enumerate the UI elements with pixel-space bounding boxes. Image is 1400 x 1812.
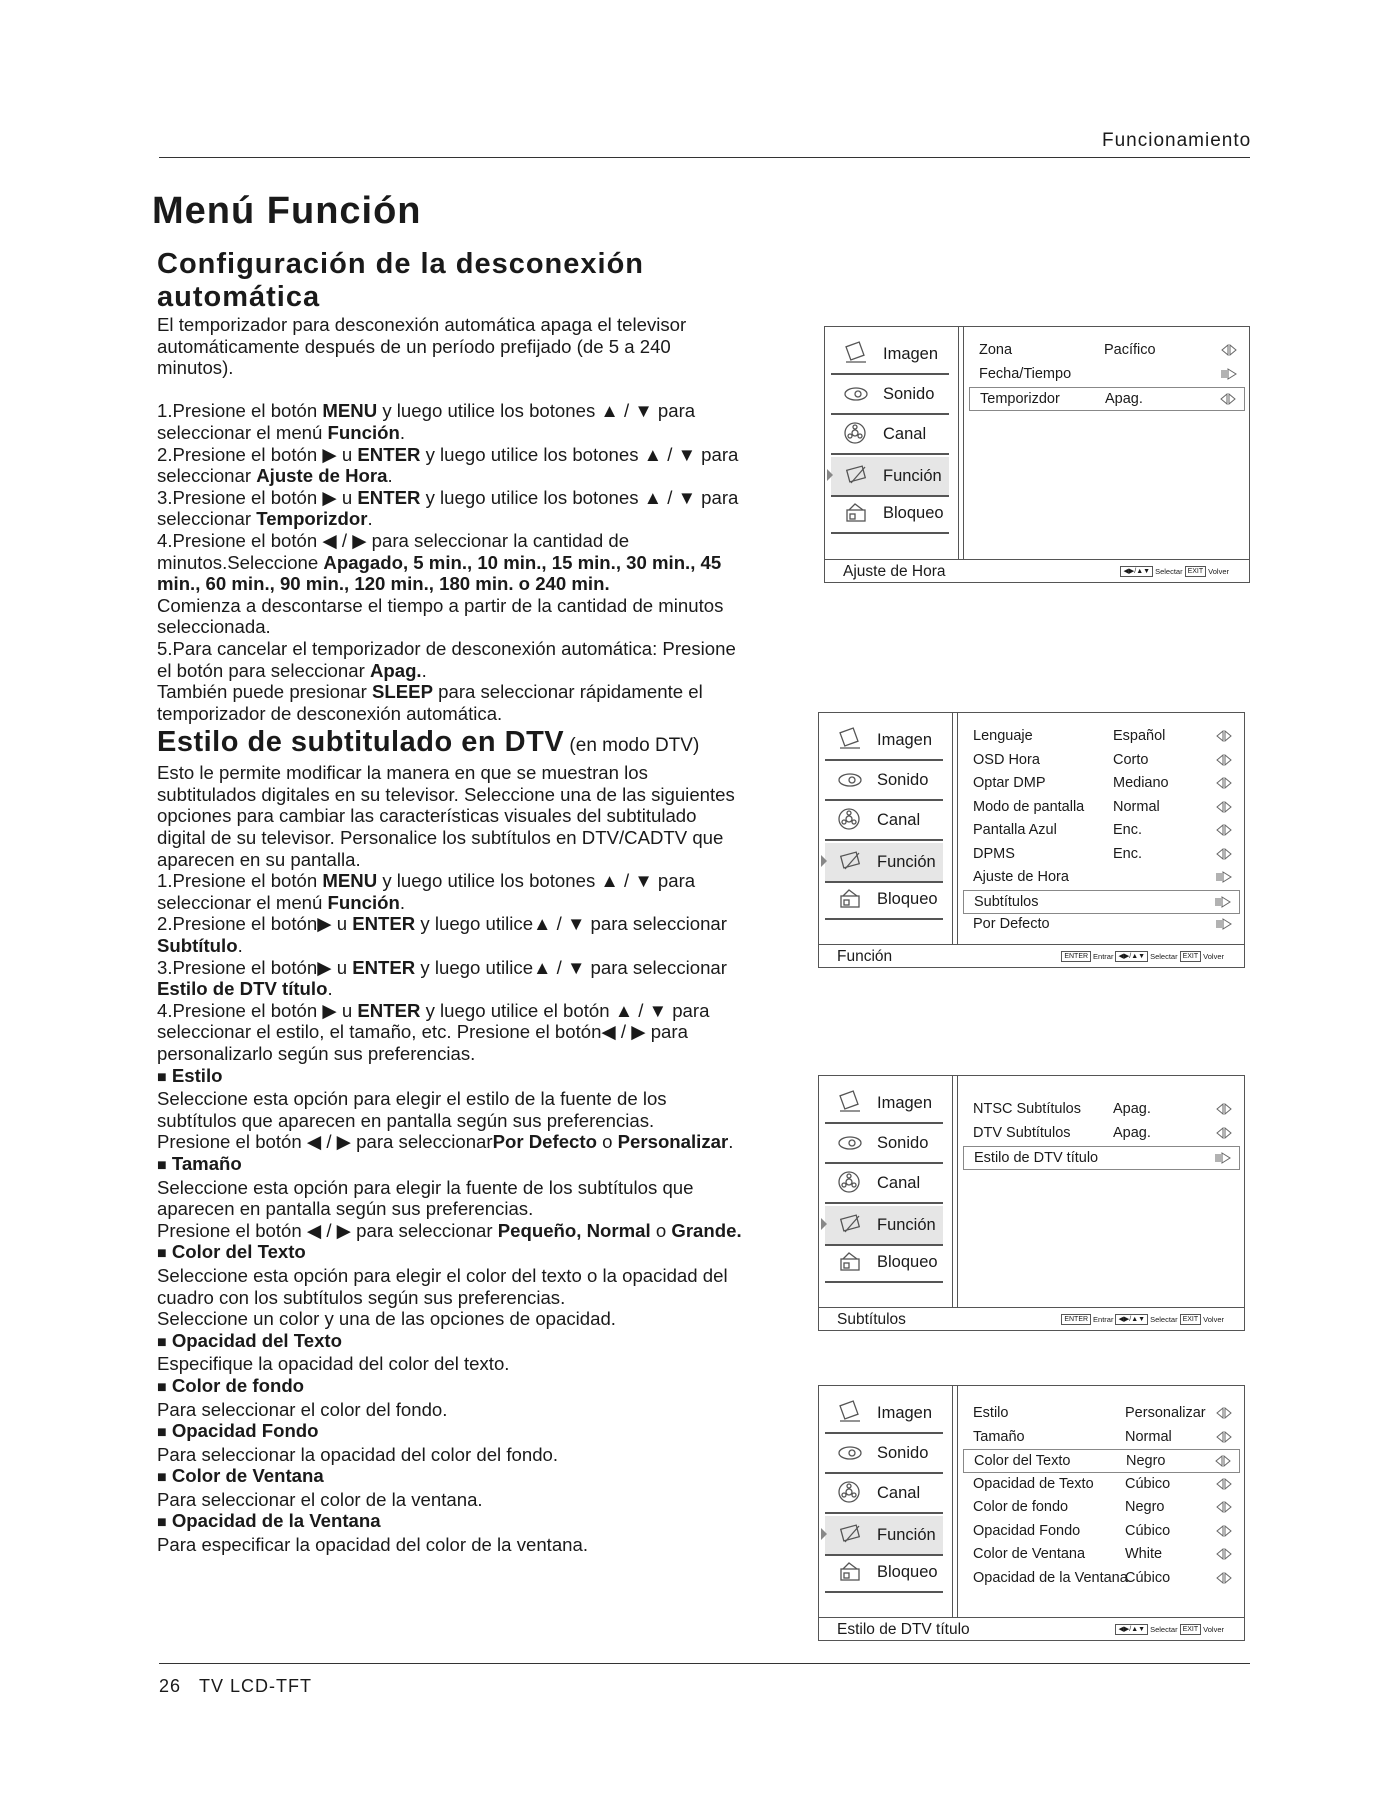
sidebar-item-función[interactable]: [831, 457, 949, 497]
option-value: Normal: [1113, 798, 1160, 815]
nav-arrows-icon: ◀▶/▲▼: [1120, 566, 1153, 577]
entrar-hint-label: Entrar: [1093, 952, 1114, 961]
volver-hint-label: Volver: [1203, 1625, 1224, 1634]
osd-footer: [819, 1307, 1244, 1330]
selectar-hint-label: Selectar: [1150, 1625, 1178, 1634]
menu-option-row[interactable]: [963, 1473, 1240, 1495]
menu-option-row[interactable]: [963, 890, 1240, 914]
autooff-step-5: 5.Para cancelar el temporizador de desconexión automática: Presione el botón para seleccionar Apag..: [157, 637, 736, 681]
color-heading: ■ Color del Texto: [157, 1241, 306, 1263]
option-label: Zona: [979, 342, 1013, 358]
sidebar-item-label: Sonido: [877, 1134, 929, 1152]
footer-rule: [159, 1663, 1250, 1664]
left-right-arrows-icon: [1220, 393, 1236, 405]
function-icon: [843, 463, 869, 487]
sidebar-item-label: Función: [877, 1526, 936, 1544]
option-label: Estilo de DTV título: [974, 1150, 1099, 1166]
option-value: Apag.: [1113, 1125, 1151, 1141]
osd-key-hints: [1061, 951, 1224, 962]
color-desc-2: Seleccione un color y una de las opciones de opacidad.: [157, 1308, 616, 1330]
channel-icon: [837, 1170, 863, 1194]
option-label: Por Defecto: [973, 916, 1050, 932]
option-label: DTV Subtítulos: [973, 1125, 1071, 1141]
function-icon: [837, 849, 863, 873]
sidebar-item-label: Función: [877, 1216, 936, 1234]
exit-key-hint: EXIT: [1180, 951, 1202, 962]
sidebar-item-label: Sonido: [877, 771, 929, 789]
dtv-intro: Esto le permite modificar la manera en que se muestran los subtitulados digitales en su televisor. Seleccione una de las siguientes opciones para cambiar las características visuales del subtitulado digital de su televisor. Personalice los subtítulos en DTV/CADTV que aparecen en su pantalla.: [157, 762, 735, 870]
lock-icon: [837, 1249, 863, 1273]
sidebar-item-canal[interactable]: [825, 801, 943, 841]
option-label: Modo de pantalla: [973, 798, 1085, 815]
body-text: [157, 248, 747, 1556]
autooff-step-4: 4.Presione el botón ◀ / ▶ para seleccionar la cantidad de minutos.Seleccione Apagado, 5 min., 10 min., 15 min., 30 min., 45 min., 60 min., 90 min., 120 min., 180 min. o 240 min.: [157, 529, 722, 595]
channel-icon: [843, 421, 869, 445]
color-fondo-heading: ■ Color de fondo: [157, 1374, 305, 1396]
option-label: Opacidad Fondo: [973, 1522, 1081, 1539]
color-desc: Seleccione esta opción para elegir el color del texto o la opacidad del cuadro con los subtítulos según sus preferencias.: [157, 1264, 728, 1308]
selection-arrow-icon: [821, 1528, 827, 1540]
left-right-arrows-icon: [1216, 1572, 1232, 1584]
opacidad-ventana-heading: ■ Opacidad de la Ventana: [157, 1510, 381, 1532]
page-footer: [159, 1676, 312, 1697]
left-right-arrows-icon: [1216, 848, 1232, 860]
sidebar-item-sonido[interactable]: [825, 1434, 943, 1474]
function-icon: [837, 1522, 863, 1546]
option-value: Cúbico: [1125, 1475, 1171, 1492]
option-label: Color del Texto: [974, 1453, 1071, 1469]
autooff-sleep-note: También puede presionar SLEEP para seleccionar rápidamente el temporizador de desconexión automática.: [157, 681, 703, 724]
menu-option-row[interactable]: [963, 1402, 1240, 1424]
sidebar-item-sonido[interactable]: [825, 761, 943, 801]
osd-funcion: [818, 712, 1245, 968]
option-label: Temporizdor: [980, 391, 1060, 407]
left-right-arrows-icon: [1216, 1407, 1232, 1419]
option-value: Enc.: [1113, 845, 1143, 862]
osd-footer-title: Ajuste de Hora: [843, 563, 946, 580]
sidebar-item-label: Canal: [877, 811, 921, 829]
option-value: Apag.: [1105, 391, 1143, 407]
opacidad-texto-desc: Especifique la opacidad del color del texto.: [157, 1353, 510, 1375]
menu-option-row[interactable]: [963, 1449, 1240, 1473]
menu-option-row[interactable]: [963, 913, 1240, 935]
option-label: Fecha/Tiempo: [979, 366, 1072, 382]
osd-footer-title: Función: [837, 948, 893, 965]
selectar-hint-label: Selectar: [1150, 1315, 1178, 1324]
left-right-arrows-icon: [1216, 1127, 1232, 1139]
header-rule: [159, 157, 1250, 158]
estilo-desc: Seleccione esta opción para elegir el estilo de la fuente de los subtítulos que aparecen en pantalla según sus preferencias.: [157, 1088, 667, 1131]
option-value: Cúbico: [1125, 1569, 1171, 1586]
sidebar-item-label: Canal: [877, 1484, 921, 1502]
estilo-heading: ■ Estilo: [157, 1064, 223, 1086]
enter-arrow-icon: [1215, 1152, 1231, 1164]
option-label: DPMS: [973, 845, 1015, 862]
function-icon: [837, 1212, 863, 1236]
sidebar-item-label: Canal: [877, 1174, 921, 1192]
option-value: Negro: [1125, 1499, 1165, 1515]
osd-footer: [825, 559, 1249, 582]
nav-arrows-icon: ◀▶/▲▼: [1115, 951, 1148, 962]
osd-options: [965, 327, 1249, 560]
left-right-arrows-icon: [1216, 801, 1232, 813]
product-name: TV LCD-TFT: [199, 1676, 313, 1696]
osd-sidebar: [819, 713, 953, 945]
color-ventana-heading: ■ Color de Ventana: [157, 1465, 324, 1487]
volver-hint-label: Volver: [1203, 952, 1224, 961]
option-label: Ajuste de Hora: [973, 869, 1069, 885]
menu-option-row[interactable]: [963, 1122, 1240, 1144]
exit-key-hint: EXIT: [1180, 1624, 1202, 1635]
selectar-hint-label: Selectar: [1150, 952, 1178, 961]
sidebar-item-label: Función: [877, 853, 936, 871]
autooff-step-4-note: Comienza a descontarse el tiempo a partir de la cantidad de minutos seleccionada.: [157, 594, 724, 638]
option-value: Pacífico: [1104, 342, 1156, 358]
option-value: White: [1125, 1546, 1163, 1562]
option-label: Opacidad de Texto: [973, 1475, 1094, 1492]
option-value: Negro: [1126, 1453, 1166, 1469]
sidebar-item-label: Bloqueo: [877, 1563, 938, 1581]
option-label: Color de fondo: [973, 1499, 1069, 1515]
menu-option-row[interactable]: [963, 819, 1240, 841]
menu-option-row[interactable]: [969, 387, 1245, 411]
enter-arrow-icon: [1221, 368, 1237, 380]
exit-key-hint: EXIT: [1180, 1314, 1202, 1325]
option-label: NTSC Subtítulos: [973, 1101, 1081, 1117]
lock-icon: [837, 886, 863, 910]
left-right-arrows-icon: [1215, 1455, 1231, 1467]
option-label: Tamaño: [973, 1428, 1025, 1445]
sidebar-item-label: Bloqueo: [883, 504, 944, 522]
osd-options: [959, 713, 1244, 945]
sidebar-item-label: Imagen: [877, 1094, 933, 1112]
osd-key-hints: [1120, 566, 1229, 577]
sidebar-item-label: Bloqueo: [877, 1253, 938, 1271]
option-value: Normal: [1125, 1428, 1172, 1445]
left-right-arrows-icon: [1216, 730, 1232, 742]
channel-icon: [837, 1480, 863, 1504]
option-label: Estilo: [973, 1405, 1009, 1421]
osd-footer: [819, 944, 1244, 967]
option-value: Español: [1113, 728, 1166, 744]
sidebar-item-bloqueo[interactable]: [825, 1243, 943, 1283]
menu-option-row[interactable]: [963, 725, 1240, 747]
section-header: Funcionamiento: [1102, 130, 1252, 151]
sidebar-item-bloqueo[interactable]: [831, 494, 949, 534]
osd-sidebar: [819, 1076, 953, 1308]
dtv-step-1: 1.Presione el botón MENU y luego utilice los botones ▲ / ▼ para seleccionar el menú Función.: [157, 870, 696, 913]
dtv-heading: Estilo de subtitulado en DTV (en modo DTV): [157, 726, 700, 759]
sidebar-item-sonido[interactable]: [831, 375, 949, 415]
autooff-heading: Configuración de la desconexión automática: [157, 248, 645, 313]
enter-arrow-icon: [1216, 918, 1232, 930]
entrar-hint-label: Entrar: [1093, 1315, 1114, 1324]
menu-option-row[interactable]: [963, 843, 1240, 865]
osd-sidebar: [819, 1386, 953, 1618]
image-icon: [837, 1090, 863, 1114]
sidebar-item-canal[interactable]: [825, 1164, 943, 1204]
sidebar-item-label: Bloqueo: [877, 890, 938, 908]
menu-option-row[interactable]: [963, 1543, 1240, 1565]
selection-arrow-icon: [821, 855, 827, 867]
option-label: Pantalla Azul: [973, 822, 1057, 838]
enter-arrow-icon: [1215, 896, 1231, 908]
menu-option-row[interactable]: [963, 1567, 1240, 1589]
menu-option-row[interactable]: [963, 1146, 1240, 1170]
image-icon: [837, 1400, 863, 1424]
enter-key-hint: ENTER: [1061, 951, 1091, 962]
option-value: Apag.: [1113, 1101, 1151, 1117]
sound-icon: [837, 767, 863, 791]
sidebar-item-función[interactable]: [825, 843, 943, 883]
selection-arrow-icon: [821, 1218, 827, 1230]
osd-options: [959, 1076, 1244, 1308]
volver-hint-label: Volver: [1208, 567, 1229, 576]
option-label: OSD Hora: [973, 751, 1040, 768]
menu-option-row[interactable]: [963, 796, 1240, 818]
left-right-arrows-icon: [1216, 1103, 1232, 1115]
lock-icon: [837, 1559, 863, 1583]
tamano-desc-2: Presione el botón ◀ / ▶ para seleccionar Pequeño, Normal o Grande.: [157, 1219, 742, 1241]
osd-footer-title: Subtítulos: [837, 1311, 906, 1328]
dtv-step-2: 2.Presione el botón▶ u ENTER y luego utilice▲ / ▼ para seleccionar Subtítulo.: [157, 913, 727, 957]
sidebar-item-canal[interactable]: [825, 1474, 943, 1514]
sidebar-item-label: Función: [883, 467, 942, 485]
menu-option-row[interactable]: [963, 1496, 1240, 1518]
tamano-desc: Seleccione esta opción para elegir la fuente de los subtítulos que aparecen en pantalla según sus preferencias.: [157, 1176, 694, 1220]
sidebar-item-label: Imagen: [883, 345, 939, 363]
left-right-arrows-icon: [1216, 1431, 1232, 1443]
option-label: Color de Ventana: [973, 1546, 1086, 1562]
sidebar-item-label: Sonido: [877, 1444, 929, 1462]
page-number: 26: [159, 1676, 182, 1696]
lock-icon: [843, 500, 869, 524]
osd-key-hints: [1061, 1314, 1224, 1325]
sidebar-item-sonido[interactable]: [825, 1124, 943, 1164]
tamano-heading: ■ Tamaño: [157, 1152, 242, 1174]
volver-hint-label: Volver: [1203, 1315, 1224, 1324]
color-fondo-desc: Para seleccionar el color del fondo.: [157, 1398, 448, 1420]
option-label: Lenguaje: [973, 728, 1033, 744]
osd-key-hints: [1115, 1624, 1224, 1635]
option-label: Opacidad de la Ventana: [973, 1569, 1128, 1586]
dtv-step-4: 4.Presione el botón ▶ u ENTER y luego utilice el botón ▲ / ▼ para seleccionar el estilo, el tamaño, etc. Presione el botón◀ / ▶ para personalizarlo según sus preferencias.: [157, 999, 710, 1064]
option-value: Enc.: [1113, 822, 1143, 838]
option-label: Optar DMP: [973, 775, 1046, 791]
sidebar-item-imagen[interactable]: [825, 1394, 943, 1434]
dtv-step-3: 3.Presione el botón▶ u ENTER y luego utilice▲ / ▼ para seleccionar Estilo de DTV título.: [157, 956, 727, 1000]
left-right-arrows-icon: [1216, 1478, 1232, 1490]
sidebar-item-función[interactable]: [825, 1516, 943, 1556]
menu-option-row[interactable]: [963, 1426, 1240, 1448]
color-ventana-desc: Para seleccionar el color de la ventana.: [157, 1488, 483, 1510]
menu-option-row[interactable]: [963, 866, 1240, 888]
autooff-step-3: 3.Presione el botón ▶ u ENTER y luego utilice los botones ▲ / ▼ para seleccionar Temporizdor.: [157, 486, 739, 530]
opacidad-texto-heading: ■ Opacidad del Texto: [157, 1329, 342, 1351]
sidebar-item-label: Imagen: [877, 731, 933, 749]
selectar-hint-label: Selectar: [1155, 567, 1183, 576]
sidebar-item-función[interactable]: [825, 1206, 943, 1246]
sound-icon: [837, 1440, 863, 1464]
menu-option-row[interactable]: [963, 749, 1240, 771]
menu-option-row[interactable]: [963, 1520, 1240, 1542]
channel-icon: [837, 807, 863, 831]
nav-arrows-icon: ◀▶/▲▼: [1115, 1624, 1148, 1635]
option-label: Subtítulos: [974, 893, 1039, 910]
sound-icon: [843, 381, 869, 405]
autooff-intro: El temporizador para desconexión automática apaga el televisor automáticamente después de un período prefijado (de 5 a 240 minutos).: [157, 314, 687, 379]
sound-icon: [837, 1130, 863, 1154]
autooff-step-2: 2.Presione el botón ▶ u ENTER y luego utilice los botones ▲ / ▼ para seleccionar Ajuste de Hora.: [157, 443, 739, 487]
opacidad-fondo-desc: Para seleccionar la opacidad del color del fondo.: [157, 1443, 559, 1465]
page-title: Menú Función: [152, 190, 422, 232]
left-right-arrows-icon: [1216, 824, 1232, 836]
option-value: Cúbico: [1125, 1522, 1171, 1539]
sidebar-item-imagen[interactable]: [825, 721, 943, 761]
left-right-arrows-icon: [1216, 754, 1232, 766]
menu-option-row[interactable]: [969, 339, 1245, 361]
menu-option-row[interactable]: [963, 1098, 1240, 1120]
estilo-desc-2: Presione el botón ◀ / ▶ para seleccionarPor Defecto o Personalizar.: [157, 1131, 734, 1153]
menu-option-row[interactable]: [963, 772, 1240, 794]
selection-arrow-icon: [827, 469, 833, 481]
enter-key-hint: ENTER: [1061, 1314, 1091, 1325]
osd-sidebar: [825, 327, 959, 560]
option-value: Corto: [1113, 751, 1149, 768]
left-right-arrows-icon: [1221, 344, 1237, 356]
sidebar-item-imagen[interactable]: [825, 1084, 943, 1124]
sidebar-item-bloqueo[interactable]: [825, 1553, 943, 1593]
image-icon: [843, 341, 869, 365]
enter-arrow-icon: [1216, 871, 1232, 883]
left-right-arrows-icon: [1216, 1525, 1232, 1537]
osd-footer-title: Estilo de DTV título: [837, 1621, 970, 1638]
exit-key-hint: EXIT: [1185, 566, 1207, 577]
opacidad-ventana-desc: Para especificar la opacidad del color de la ventana.: [157, 1534, 589, 1556]
osd-ajuste-de-hora: [824, 326, 1250, 583]
sidebar-item-canal[interactable]: [831, 415, 949, 455]
osd-options: [959, 1386, 1244, 1618]
left-right-arrows-icon: [1216, 1548, 1232, 1560]
osd-estilo-dtv-titulo: [818, 1385, 1245, 1641]
sidebar-item-label: Canal: [883, 425, 927, 443]
left-right-arrows-icon: [1216, 1501, 1232, 1513]
image-icon: [837, 727, 863, 751]
autooff-step-1: 1.Presione el botón MENU y luego utilice los botones ▲ / ▼ para seleccionar el menú Función.: [157, 400, 696, 443]
option-value: Personalizar: [1125, 1405, 1206, 1421]
left-right-arrows-icon: [1216, 777, 1232, 789]
osd-footer: [819, 1617, 1244, 1640]
osd-subtitulos: [818, 1075, 1245, 1331]
sidebar-item-bloqueo[interactable]: [825, 880, 943, 920]
sidebar-item-imagen[interactable]: [831, 335, 949, 375]
nav-arrows-icon: ◀▶/▲▼: [1115, 1314, 1148, 1325]
sidebar-item-label: Imagen: [877, 1404, 933, 1422]
option-value: Mediano: [1113, 775, 1169, 791]
menu-option-row[interactable]: [969, 363, 1245, 385]
opacidad-fondo-heading: ■ Opacidad Fondo: [157, 1420, 319, 1442]
sidebar-item-label: Sonido: [883, 385, 935, 403]
